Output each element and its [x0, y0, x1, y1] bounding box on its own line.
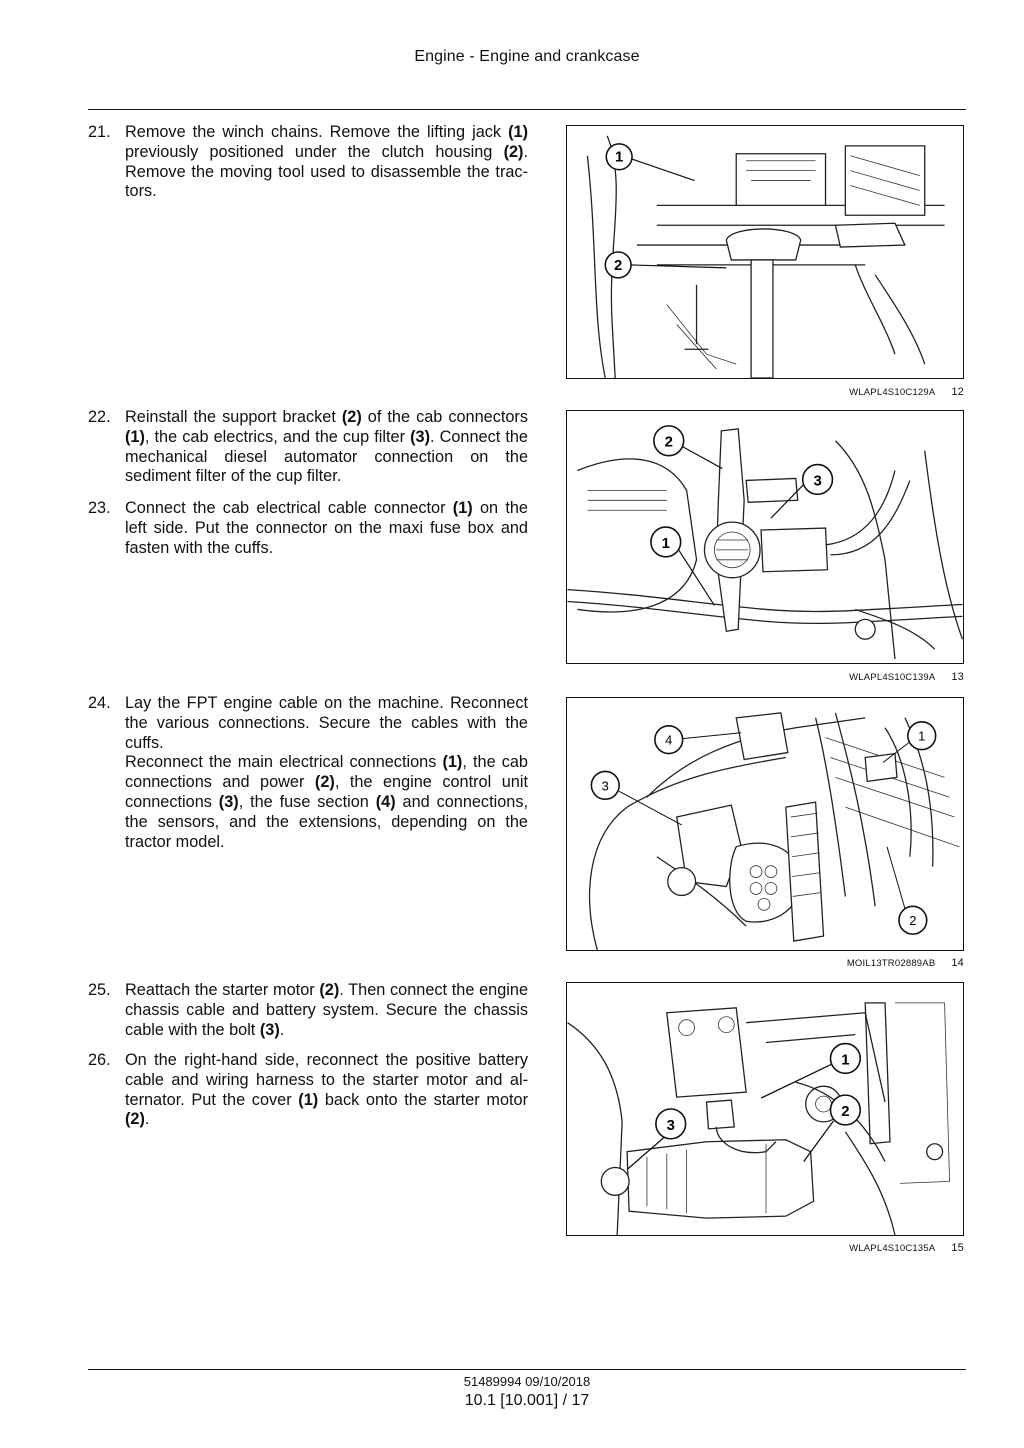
step-26 [88, 1051, 528, 1130]
step-number: 24. [88, 694, 111, 712]
figure-code: WLAPL4S10C129A [849, 387, 936, 398]
step-number: 21. [88, 123, 111, 141]
step-text: On the right-hand side, reconnect the positive battery cable and wiring harness to the starter motor and al-ternator. Put the cover (1) back onto the starter motor (2). [125, 1051, 529, 1129]
figure-index: 14 [951, 957, 964, 969]
figure-code: WLAPL4S10C139A [849, 672, 936, 683]
step-text: Remove the winch chains. Remove the lifting jack (1) previously positioned under the clutch housing (2). Remove the moving tool used to disassemble the trac-tors. [125, 123, 528, 201]
step-paragraph: Reconnect the main electrical connections (1), the cab connections and power (2), the engine control unit connections (3), the fuse section (4) and connections, the sensors, and the extensions, depending on the tractor model. [125, 753, 528, 851]
page-header-title: Engine - Engine and crankcase [414, 48, 640, 65]
figure-14-illustration [566, 697, 964, 951]
step-number: 22. [88, 408, 111, 426]
svg-text:1: 1 [661, 535, 670, 552]
step-22 [88, 408, 528, 487]
callout-1 [883, 722, 936, 763]
callout-2 [887, 847, 927, 934]
callout-1 [651, 527, 714, 605]
figure-index: 12 [951, 386, 964, 398]
step-text [125, 694, 528, 852]
svg-text:2: 2 [664, 434, 673, 451]
figure-13-caption [849, 671, 964, 683]
svg-text:1: 1 [841, 1052, 850, 1069]
svg-text:3: 3 [601, 778, 609, 794]
step-24 [88, 694, 528, 852]
step-text: Reinstall the support bracket (2) of the cab connectors (1), the cab electrics, and the cup filter (3). Connect the mechanical diesel automator connection on the sediment filter of the cup filter. [125, 408, 528, 486]
step-paragraph: Lay the FPT engine cable on the machine. Reconnect the various connections. Secure the cables with the cuffs. [125, 694, 528, 752]
figure-14-caption [847, 957, 964, 969]
figure-15-illustration [566, 982, 964, 1236]
footer-rule [88, 1369, 966, 1370]
figure-index: 13 [951, 671, 964, 683]
callout-2 [654, 426, 722, 469]
callout-1 [606, 144, 694, 181]
step-25 [88, 981, 528, 1040]
header-rule [88, 109, 966, 110]
figure-12-caption [849, 386, 964, 398]
svg-text:1: 1 [615, 149, 624, 166]
svg-text:3: 3 [813, 473, 822, 490]
svg-text:2: 2 [909, 913, 917, 929]
footer-page-number: 10.1 [10.001] / 17 [464, 1392, 590, 1409]
svg-text:3: 3 [666, 1117, 675, 1134]
svg-text:1: 1 [918, 728, 926, 744]
figure-code: MOIL13TR02889AB [846, 958, 936, 969]
figure-15-caption [849, 1242, 964, 1254]
figure-12-illustration [566, 125, 964, 379]
step-number: 23. [88, 499, 111, 517]
step-number: 26. [88, 1051, 111, 1069]
step-text: Connect the cab electrical cable connector (1) on the left side. Put the connector on the maxi fuse box and fasten with the cuffs. [125, 499, 528, 557]
callout-4 [655, 726, 741, 754]
callout-3 [591, 771, 681, 825]
step-23 [88, 499, 528, 558]
svg-text:2: 2 [614, 257, 623, 274]
svg-text:2: 2 [841, 1103, 850, 1120]
step-21 [88, 123, 528, 202]
step-text: Reattach the starter motor (2). Then connect the engine chassis cable and battery system. Secure the chassis cable with the bolt (3). [125, 981, 529, 1039]
figure-index: 15 [951, 1242, 964, 1254]
step-number: 25. [88, 981, 111, 999]
figure-code: WLAPL4S10C135A [849, 1243, 936, 1254]
figure-13-illustration [566, 410, 964, 664]
footer-doc-id: 51489994 09/10/2018 [463, 1374, 591, 1389]
callout-1 [761, 1044, 860, 1099]
svg-text:4: 4 [665, 732, 673, 748]
